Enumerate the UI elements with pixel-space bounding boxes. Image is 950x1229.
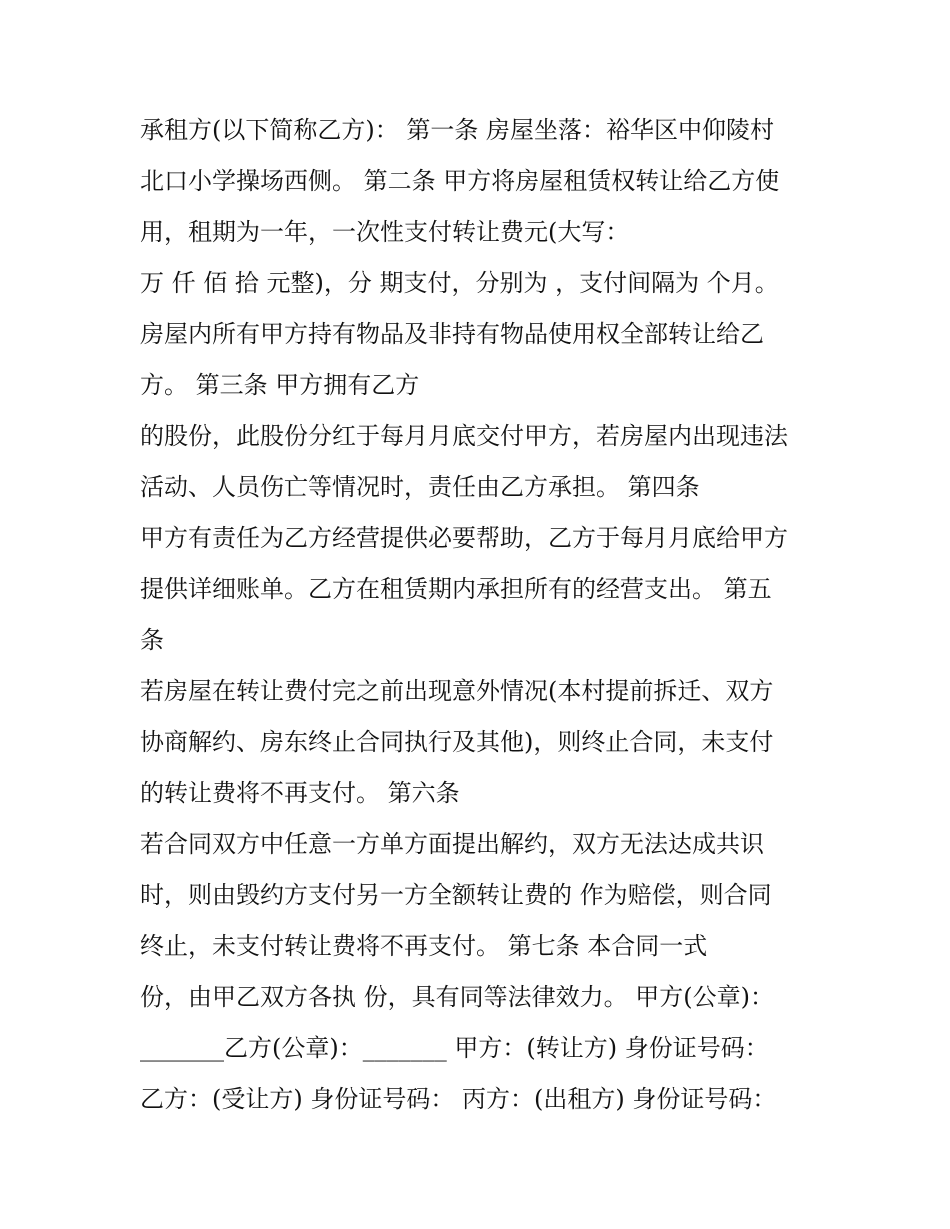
text-line: 份，由甲乙双方各执 份，具有同等法律效力。 甲方(公章)：: [140, 983, 774, 1011]
text-line: 的转让费将不再支付。 第六条: [140, 779, 460, 807]
text-line: 活动、人员伤亡等情况时，责任由乙方承担。 第四条: [140, 473, 700, 501]
text-line: 若合同双方中任意一方单方面提出解约，双方无法达成共识: [140, 830, 764, 858]
text-line: 条: [140, 626, 164, 654]
text-line: 乙方：(受让方) 身份证号码： 丙方：(出租方) 身份证号码：: [140, 1085, 777, 1113]
text-line: 用，租期为一年，一次性支付转让费元(大写：: [140, 218, 630, 246]
text-line: _______乙方(公章)：_______ 甲方：(转让方) 身份证号码：: [140, 1034, 769, 1062]
text-line: 房屋内所有甲方持有物品及非持有物品使用权全部转让给乙: [140, 320, 764, 348]
text-line: 提供详细账单。乙方在租赁期内承担所有的经营支出。 第五: [140, 575, 772, 603]
text-line: 甲方有责任为乙方经营提供必要帮助，乙方于每月月底给甲方: [140, 524, 788, 552]
text-line: 方。 第三条 甲方拥有乙方: [140, 371, 420, 399]
text-line: 的股份，此股份分红于每月月底交付甲方，若房屋内出现违法: [140, 422, 788, 450]
text-line: 协商解约、房东终止合同执行及其他)，则终止合同，未支付: [140, 728, 774, 756]
text-line: 北口小学操场西侧。 第二条 甲方将房屋租赁权转让给乙方使: [140, 167, 780, 195]
text-line: 若房屋在转让费付完之前出现意外情况(本村提前拆迁、双方: [140, 677, 774, 705]
text-line: 终止，未支付转让费将不再支付。 第七条 本合同一式: [140, 932, 708, 960]
text-line: 时，则由毁约方支付另一方全额转让费的 作为赔偿，则合同: [140, 881, 772, 909]
text-line: 万 仟 佰 拾 元整)，分 期支付，分别为 ，支付间隔为 个月。: [140, 269, 779, 297]
text-line: 承租方(以下简称乙方)： 第一条 房屋坐落：裕华区中仰陵村: [140, 116, 774, 144]
